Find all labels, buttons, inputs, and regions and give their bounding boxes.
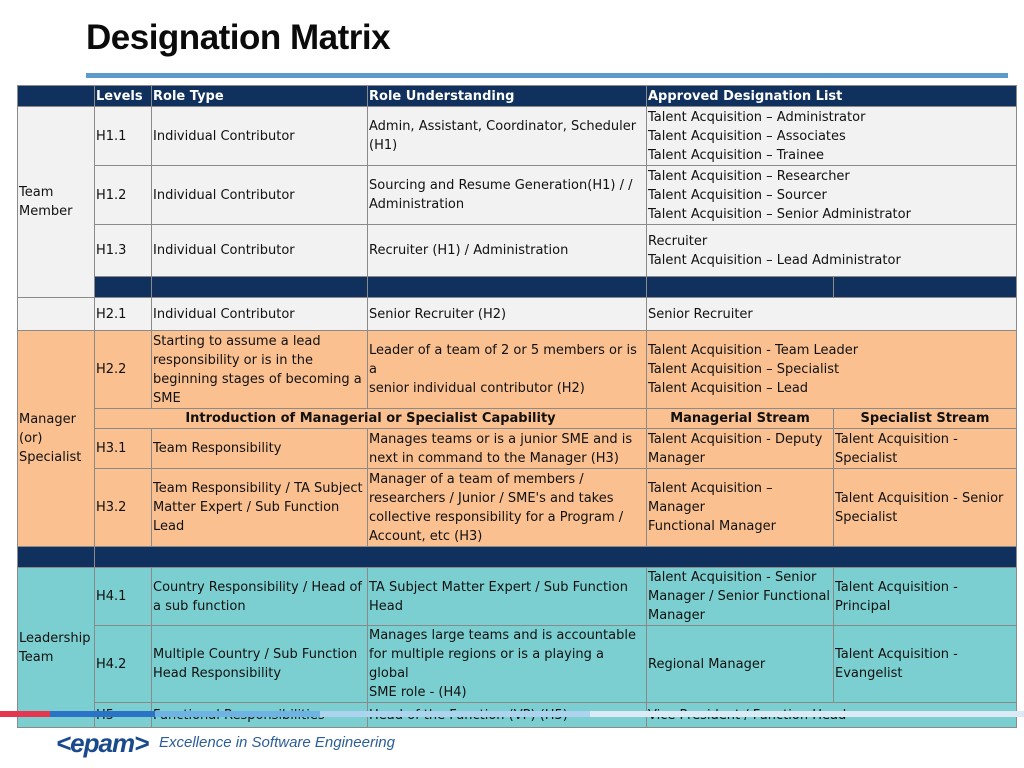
group-continuation-cell [18, 298, 95, 331]
stripe-light-blue [155, 711, 320, 717]
separator-cell [368, 277, 647, 298]
role-type-cell: Multiple Country / Sub Function Head Responsibility [152, 626, 368, 703]
role-type-cell: Individual Contributor [152, 298, 368, 331]
stream-intro-row [18, 409, 1017, 429]
role-type-cell: Team Responsibility [152, 429, 368, 469]
level-cell: H1.3 [95, 225, 152, 277]
separator-cell [834, 277, 1017, 298]
managerial-designation-cell: Regional Manager [647, 626, 834, 703]
designation-cell: Talent Acquisition – Administrator Talent Acquisition – Associates Talent Acquisition – Trainee [647, 107, 1017, 166]
level-cell: H4.2 [95, 626, 152, 703]
designation-matrix-table [17, 85, 1017, 728]
level-cell: H1.1 [95, 107, 152, 166]
separator-cell [95, 547, 1017, 568]
role-type-cell: Individual Contributor [152, 225, 368, 277]
separator-row [18, 277, 1017, 298]
header-role-understanding: Role Understanding [368, 86, 647, 107]
managerial-designation-cell: Talent Acquisition - Deputy Manager [647, 429, 834, 469]
role-understanding-cell: Manager of a team of members / researchers / Junior / SME's and takes collective responsibility for a Program / Account, etc (H3) [368, 469, 647, 547]
separator-cell [152, 277, 368, 298]
group-leadership-team: Leadership Team [18, 568, 95, 728]
header-levels: Levels [95, 86, 152, 107]
stripe-faint-blue [590, 711, 1024, 717]
specialist-designation-cell: Talent Acquisition - Principal [834, 568, 1017, 626]
epam-logo: <epam> [56, 728, 149, 758]
group-manager-specialist: Manager (or) Specialist [18, 331, 95, 547]
designation-cell: Talent Acquisition – Researcher Talent Acquisition – Sourcer Talent Acquisition – Senior Administrator [647, 166, 1017, 225]
footer-color-stripes [0, 711, 1024, 717]
specialist-designation-cell: Talent Acquisition - Specialist [834, 429, 1017, 469]
designation-cell: Senior Recruiter [647, 298, 1017, 331]
managerial-stream-header: Managerial Stream [647, 409, 834, 429]
table-row [18, 298, 1017, 331]
header-approved-designations: Approved Designation List [647, 86, 1017, 107]
separator-row [18, 547, 1017, 568]
role-understanding-cell: Manages large teams and is accountable for multiple regions or is a playing a global SME role - (H4) [368, 626, 647, 703]
designation-cell: Recruiter Talent Acquisition – Lead Administrator [647, 225, 1017, 277]
role-understanding-cell: Recruiter (H1) / Administration [368, 225, 647, 277]
table-row [18, 626, 1017, 703]
table-row [18, 225, 1017, 277]
managerial-designation-cell: Talent Acquisition - Senior Manager / Senior Functional Manager [647, 568, 834, 626]
level-cell: H3.2 [95, 469, 152, 547]
title-underline [86, 73, 1008, 78]
role-understanding-cell: Sourcing and Resume Generation(H1) / / Administration [368, 166, 647, 225]
role-understanding-cell: Manages teams or is a junior SME and is next in command to the Manager (H3) [368, 429, 647, 469]
header-blank-cell [18, 86, 95, 107]
level-cell: H3.1 [95, 429, 152, 469]
role-type-cell: Team Responsibility / TA Subject Matter Expert / Sub Function Lead [152, 469, 368, 547]
page-title: Designation Matrix [86, 18, 391, 57]
specialist-stream-header: Specialist Stream [834, 409, 1017, 429]
role-type-cell: Country Responsibility / Head of a sub function [152, 568, 368, 626]
stream-intro-label: Introduction of Managerial or Specialist Capability [95, 409, 647, 429]
role-understanding-cell: Admin, Assistant, Coordinator, Scheduler (H1) [368, 107, 647, 166]
header-role-type: Role Type [152, 86, 368, 107]
role-type-cell: Individual Contributor [152, 107, 368, 166]
level-cell: H4.1 [95, 568, 152, 626]
stripe-blue [50, 711, 155, 717]
role-understanding-cell: Leader of a team of 2 or 5 members or is a senior individual contributor (H2) [368, 331, 647, 409]
separator-cell [647, 277, 834, 298]
table-row [18, 331, 1017, 409]
level-cell: H2.2 [95, 331, 152, 409]
table-row [18, 469, 1017, 547]
role-type-cell: Starting to assume a lead responsibility or is in the beginning stages of becoming a SME [152, 331, 368, 409]
table-row [18, 568, 1017, 626]
role-understanding-cell: TA Subject Matter Expert / Sub Function Head [368, 568, 647, 626]
designation-cell: Talent Acquisition - Team Leader Talent Acquisition – Specialist Talent Acquisition – Lead [647, 331, 1017, 409]
level-cell: H1.2 [95, 166, 152, 225]
footer-slogan: Excellence in Software Engineering [159, 734, 395, 751]
stripe-pale-blue [320, 711, 590, 717]
stripe-red [0, 711, 50, 717]
specialist-designation-cell: Talent Acquisition - Senior Specialist [834, 469, 1017, 547]
level-cell: H2.1 [95, 298, 152, 331]
table-row [18, 166, 1017, 225]
table-row [18, 107, 1017, 166]
separator-cell [18, 547, 95, 568]
header-row [18, 86, 1017, 107]
specialist-designation-cell: Talent Acquisition - Evangelist [834, 626, 1017, 703]
group-team-member: Team Member [18, 107, 95, 298]
table-row [18, 429, 1017, 469]
managerial-designation-cell: Talent Acquisition – Manager Functional Manager [647, 469, 834, 547]
role-understanding-cell: Senior Recruiter (H2) [368, 298, 647, 331]
separator-cell [95, 277, 152, 298]
role-type-cell: Individual Contributor [152, 166, 368, 225]
